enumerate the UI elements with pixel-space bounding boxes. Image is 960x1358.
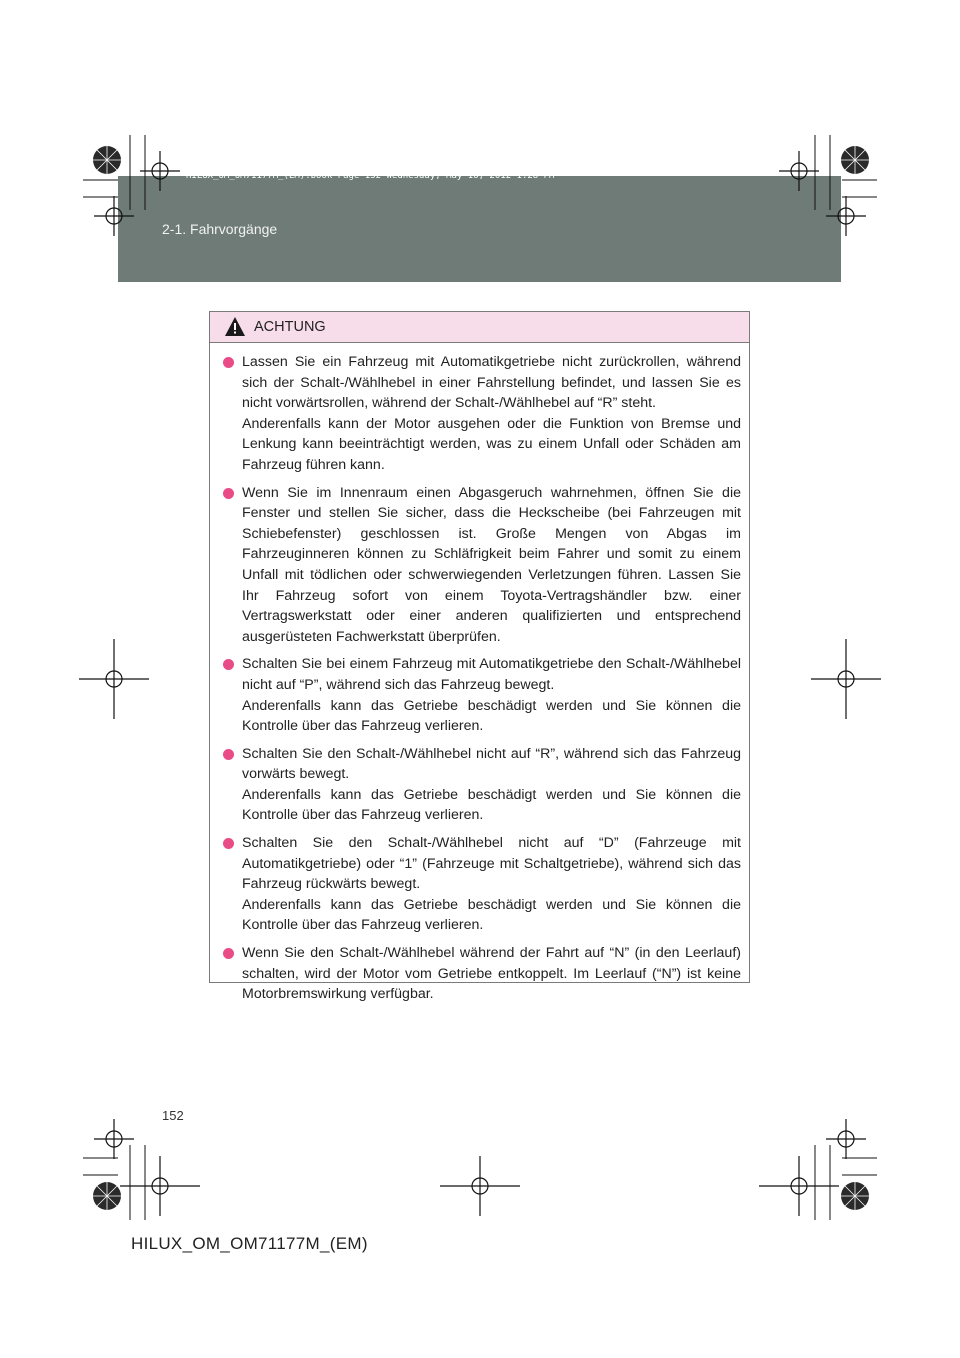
warning-paragraph: Lassen Sie ein Fahrzeug mit Automatikgetriebe nicht zurückrollen, während sich der Schalt-/Wählhebel in einer Fahrstellung befindet, und lassen Sie es nicht vorwärtsrollen, während der Schalt-/Wählhebel auf “R” steht. (242, 354, 741, 412)
warning-paragraph: Wenn Sie den Schalt-/Wählhebel während der Fahrt auf “N” (in den Leerlauf) schalten, wird der Motor vom Getriebe entkoppelt. Im Leerlauf (“N”) ist keine Motorbremswirkung verfügbar. (242, 945, 741, 1003)
warning-paragraph: Schalten Sie den Schalt-/Wählhebel nicht auf “R”, während sich das Fahrzeug vorwärts bewegt. (242, 745, 741, 783)
warning-paragraph: Schalten Sie den Schalt-/Wählhebel nicht auf “D” (Fahrzeuge mit Automatikgetriebe) oder “1” (Fahrzeuge mit Schaltgetriebe), während sich das Fahrzeug rückwärts bewegt. (242, 835, 741, 893)
section-title: 2-1. Fahrvorgänge (162, 221, 278, 237)
warning-item (242, 654, 741, 736)
warning-paragraph: Anderenfalls kann das Getriebe beschädigt werden und Sie können die Kontrolle über das Fahrzeug verlieren. (242, 786, 741, 824)
warning-item (242, 352, 741, 476)
warning-paragraph: Schalten Sie bei einem Fahrzeug mit Automatikgetriebe den Schalt-/Wählhebel nicht auf “P”, während sich das Fahrzeug bewegt. (242, 656, 741, 693)
warning-list (210, 343, 749, 1005)
bullet-icon (223, 659, 234, 670)
bullet-icon (223, 948, 234, 959)
warning-item (242, 744, 741, 826)
page-number: 152 (162, 1108, 184, 1123)
bullet-icon (223, 357, 234, 368)
warning-title: ACHTUNG (254, 319, 326, 335)
warning-triangle-icon (224, 316, 246, 337)
warning-box (209, 311, 750, 1003)
warning-item (242, 943, 741, 1005)
warning-paragraph: Wenn Sie im Innenraum einen Abgasgeruch wahrnehmen, öffnen Sie die Fenster und stellen Sie sicher, dass die Heckscheibe (bei Fahrzeugen mit Schiebefenster) geschlossen ist. Große Mengen von Abgas im Fahrzeuginneren können zu Schläfrigkeit beim Fahrer und somit zu einem Unfall mit tödlichen oder schwerwiegenden Verletzungen führen. Lassen Sie Ihr Fahrzeug sofort von einem Toyota-Vertragshändler bzw. einer Vertragswerkstatt oder einer anderen qualifizierten und entsprechend ausgerüsteten Fachwerkstatt überprüfen. (242, 484, 741, 645)
bullet-icon (223, 749, 234, 760)
bullet-icon (223, 488, 234, 499)
warning-item (242, 483, 741, 648)
warning-paragraph: Anderenfalls kann das Getriebe beschädigt werden und Sie können die Kontrolle über das Fahrzeug verlieren. (242, 896, 741, 934)
print-info-line: HILUX_OM_OM71177M_(EM).book Page 152 Wednesday, May 16, 2012 1:28 PM (186, 171, 555, 181)
warning-item (242, 833, 741, 936)
warning-paragraph: Anderenfalls kann das Getriebe beschädigt werden und Sie können die Kontrolle über das Fahrzeug verlieren. (242, 697, 741, 735)
warning-paragraph: Anderenfalls kann der Motor ausgehen oder die Funktion von Bremse und Lenkung kann beeinträchtigt werden, was zu einem Unfall oder Schäden am Fahrzeug führen kann. (242, 415, 741, 473)
document-code: HILUX_OM_OM71177M_(EM) (131, 1234, 368, 1253)
bullet-icon (223, 838, 234, 849)
warning-header (210, 312, 749, 343)
